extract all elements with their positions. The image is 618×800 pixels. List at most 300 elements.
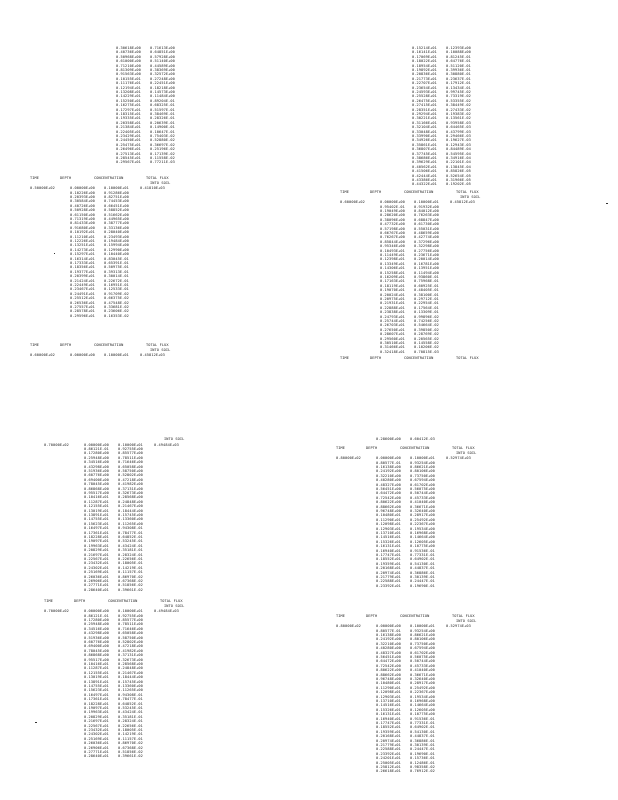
depth-value: 0.28578E+01 [70, 309, 95, 314]
depth-value: 0.24302E+01 [84, 565, 109, 570]
column-header: TIME [336, 446, 346, 450]
concentration-value: 0.86621E+00 [410, 633, 435, 637]
concentration-value: 0.58750E+00 [118, 635, 143, 640]
concentration-value: 0.47548E-02 [104, 300, 129, 305]
depth-value: 0.40280E+00 [376, 646, 401, 651]
depth-value: 0.20836E+01 [412, 72, 437, 77]
concentration-value: 0.51856E-02 [118, 583, 143, 588]
column-header: CONCENTRATION [94, 176, 124, 180]
concentration-value: 0.68325E-01 [150, 103, 175, 108]
concentration-value: 0.25492E+00 [410, 685, 435, 690]
concentration-value: 0.25492E+00 [410, 517, 435, 522]
depth-value: 0.27771E+01 [84, 583, 109, 588]
column-header: CONCENTRATION [404, 356, 434, 360]
concentration-value: 0.16968E+00 [410, 531, 435, 535]
depth-value: 0.15326E+01 [376, 539, 401, 544]
depth-value: 0.96748E+00 [376, 509, 401, 513]
concentration-value: 0.10088E+00 [446, 50, 471, 55]
concentration-value: 0.83045E-01 [104, 256, 129, 261]
time-value: 0.60000E+02 [340, 200, 365, 205]
depth-value: 0.12398E+01 [380, 257, 405, 262]
concentration-value: 0.41982E+00 [118, 648, 143, 653]
concentration-value: 0.23637E-01 [446, 76, 471, 81]
speck [35, 722, 37, 723]
depth-value: 0.20829E+01 [84, 548, 109, 553]
into-soil-label: INTO SOIL [150, 180, 171, 185]
concentration-value: 0.53245E-01 [118, 706, 143, 710]
concentration-value: 0.51856E-02 [118, 750, 143, 754]
depth-value: 0.48327E+00 [376, 650, 401, 655]
concentration-value: 0.98358E-02 [410, 765, 435, 769]
concentration-value: 0.14558E-02 [414, 341, 439, 345]
depth-value: 0.81433E+00 [70, 221, 95, 226]
depth-value: 0.25948E+00 [84, 455, 109, 460]
concentration-value: 0.50744E+00 [410, 491, 435, 496]
depth-value: 0.16314E+01 [70, 256, 95, 261]
depth-value: 0.21697E+01 [84, 552, 109, 557]
depth-value: 0.88662E+00 [376, 672, 401, 677]
concentration-value: 0.14573E+00 [150, 90, 175, 94]
concentration-value: 0.65058E+00 [118, 631, 143, 636]
concentration-value: 0.43424E-01 [118, 543, 143, 548]
column-header: TIME [30, 176, 40, 180]
concentration-value: 0.75968E-01 [414, 279, 439, 284]
depth-value: 0.14516E+01 [376, 703, 401, 708]
concentration-value: 0.71613E+00 [150, 46, 175, 50]
depth-value: 0.51936E+00 [84, 635, 109, 640]
first-row-value: 0.52974E+03 [446, 456, 471, 461]
concentration-value: 0.86970E-02 [118, 741, 143, 746]
depth-value: 0.17163E+01 [380, 279, 405, 284]
depth-value: 0.17361E+01 [84, 530, 109, 535]
into-soil-label: INTO SOIL [150, 347, 171, 352]
depth-value: 0.12194E+01 [116, 85, 141, 90]
concentration-value: 0.19534E+00 [410, 694, 435, 699]
concentration-value: 0.70815E-03 [414, 349, 439, 354]
depth-value: 0.21779E+01 [376, 743, 401, 747]
depth-value: 0.16141E+01 [412, 50, 437, 55]
concentration-value: 0.71646E+00 [118, 460, 143, 465]
concentration-value: 0.31966E-05 [446, 178, 471, 182]
concentration-value: 0.19383E-02 [446, 112, 471, 116]
concentration-value: 0.78477E-01 [118, 530, 143, 535]
concentration-value: 0.30014E-01 [104, 274, 129, 279]
concentration-value: 0.32640E+00 [410, 677, 435, 681]
depth-value: 0.10480E+01 [376, 681, 401, 686]
depth-value: 0.20024E+01 [380, 292, 405, 297]
concentration-value: 0.15745E+00 [118, 513, 143, 517]
concentration-value: 0.22101E-04 [446, 160, 471, 165]
depth-value: 0.16275E+01 [116, 103, 141, 108]
depth-value: 0.11449E+01 [380, 253, 405, 257]
concentration-value: 0.68847E+00 [414, 217, 439, 222]
depth-value: 0.19963E+01 [84, 543, 109, 548]
concentration-value: 0.12533E-01 [104, 287, 129, 292]
concentration-value: 0.24447E-01 [410, 747, 435, 752]
depth-value: 0.56451E+00 [376, 487, 401, 491]
depth-value: 0.20975E+01 [380, 297, 405, 301]
concentration-value: 0.38469E-01 [150, 112, 175, 116]
depth-value: 0.11176E+01 [116, 81, 141, 86]
depth-value: 0.78045E+00 [84, 648, 109, 653]
concentration-value: 0.45733E+00 [410, 495, 435, 500]
first-row-value: 0.00000E+00 [376, 624, 401, 629]
concentration-value: 0.78511E+00 [118, 622, 143, 627]
depth-value: 0.10416E+01 [84, 662, 109, 666]
into-soil-label: INTO SOIL [164, 603, 185, 608]
concentration-value: 0.20014E+00 [414, 257, 439, 262]
concentration-value: 0.73750E+00 [410, 473, 435, 478]
depth-value: 0.10480E+01 [376, 513, 401, 518]
concentration-value: 0.91709E-02 [104, 291, 129, 296]
depth-value: 0.27513E+01 [116, 151, 141, 156]
depth-value: 0.26906E+01 [84, 745, 109, 750]
depth-value: 0.22888E+01 [380, 305, 405, 310]
column-header: DEPTH [60, 176, 72, 180]
concentration-value: 0.76912E-02 [410, 769, 435, 774]
concentration-value: 0.43799E-03 [446, 129, 471, 134]
depth-value: 0.69400E+00 [84, 644, 109, 649]
depth-value: 0.15214E+01 [412, 46, 437, 50]
time-value: 0.70000E+02 [44, 442, 69, 447]
concentration-value: 0.36697E-02 [150, 142, 175, 147]
depth-value: 0.28351E+01 [412, 107, 437, 112]
depth-value: 0.17333E+01 [70, 261, 95, 265]
depth-value: 0.16940E+01 [376, 716, 401, 721]
depth-value: 0.39629E+01 [412, 160, 437, 165]
depth-value: 0.22449E+01 [70, 283, 95, 287]
depth-value: 0.40280E+00 [376, 478, 401, 483]
concentration-value: 0.51662E+00 [104, 212, 129, 217]
column-header: DEPTH [366, 614, 378, 618]
concentration-value: 0.66451E+00 [104, 203, 129, 208]
column-header: TIME [30, 343, 40, 347]
first-row-value: 0.45812E+03 [140, 353, 165, 358]
depth-value: 0.37745E+01 [412, 151, 437, 156]
depth-value: 0.33990E+01 [412, 134, 437, 138]
concentration-value: 0.35181E-01 [118, 714, 143, 719]
depth-value: 0.16138E+00 [376, 633, 401, 637]
depth-value: 0.19359E+01 [376, 729, 401, 734]
concentration-value: 0.58852E+00 [104, 208, 129, 213]
depth-value: 0.26475E+01 [412, 98, 437, 103]
depth-value: 0.64472E+00 [376, 659, 401, 664]
depth-value: 0.57198E+00 [380, 226, 405, 231]
concentration-value: 0.37131E+00 [118, 486, 143, 491]
concentration-value: 0.28917E+00 [410, 681, 435, 686]
first-row-value: 0.00000E+00 [376, 456, 401, 461]
depth-value: 0.23392E+01 [376, 751, 401, 756]
depth-value: 0.10493E+01 [380, 248, 405, 253]
concentration-value: 0.19690E-01 [410, 751, 435, 756]
depth-value: 0.25948E+00 [84, 622, 109, 627]
time-value: 0.80000E+02 [336, 456, 361, 461]
concentration-value: 0.33681E-02 [104, 305, 129, 309]
concentration-value: 0.50975E-01 [104, 265, 129, 270]
depth-value: 0.20358E+01 [116, 120, 141, 125]
concentration-value: 0.66375E-02 [104, 296, 129, 301]
depth-value: 0.23432E+01 [84, 728, 109, 732]
depth-value: 0.13891E+01 [84, 679, 109, 684]
concentration-value: 0.73750E+00 [410, 641, 435, 646]
into-soil-label: INTO SOIL [456, 618, 477, 623]
depth-value: 0.22567E+01 [84, 557, 109, 561]
depth-value: 0.22707E+01 [412, 81, 437, 86]
depth-value: 0.23654E+01 [412, 85, 437, 90]
depth-value: 0.17280E+00 [84, 451, 109, 456]
depth-value: 0.18356E+01 [70, 265, 95, 270]
column-header: TIME [340, 356, 350, 360]
concentration-value: 0.99896E-02 [414, 314, 439, 319]
concentration-value: 0.74256E-02 [414, 319, 439, 323]
concentration-value: 0.99745E-02 [446, 90, 471, 94]
concentration-value: 0.13561E-02 [446, 116, 471, 121]
depth-value: 0.19892E+01 [412, 68, 437, 72]
concentration-value: 0.56075E+00 [410, 655, 435, 659]
depth-value: 0.17747E+01 [376, 721, 401, 725]
first-row-value: 0.10000E+01 [410, 456, 435, 461]
depth-value: 0.24302E+01 [84, 732, 109, 737]
depth-value: 0.86121E-01 [84, 613, 109, 618]
concentration-value: 0.39661E-02 [118, 587, 143, 592]
depth-value: 0.26906E+01 [84, 579, 109, 583]
depth-value: 0.20393E+00 [70, 195, 95, 199]
concentration-value: 0.30139E-01 [410, 743, 435, 747]
column-header: TIME [44, 599, 54, 603]
concentration-value: 0.18005E-01 [118, 561, 143, 566]
concentration-value: 0.51140E+00 [150, 59, 175, 64]
concentration-value: 0.67594E+00 [410, 478, 435, 483]
depth-value: 0.18315E+01 [116, 112, 141, 116]
depth-value: 0.23429E+01 [116, 134, 141, 138]
depth-value: 0.16497E+01 [84, 526, 109, 531]
depth-value: 0.72542E+00 [376, 663, 401, 668]
concentration-value: 0.53245E-01 [118, 539, 143, 544]
depth-value: 0.29596E+01 [70, 313, 95, 318]
concentration-value: 0.86621E+00 [410, 465, 435, 469]
depth-value: 0.32210E+00 [376, 641, 401, 646]
depth-value: 0.22588E+01 [376, 579, 401, 584]
depth-value: 0.91680E+00 [70, 225, 95, 230]
depth-value: 0.19049E+00 [380, 209, 405, 213]
into-soil-label: INTO SOIL [460, 194, 481, 199]
concentration-value: 0.52880E-02 [150, 138, 175, 143]
depth-value: 0.17361E+01 [84, 697, 109, 702]
depth-value: 0.26618E+01 [376, 769, 401, 774]
concentration-value: 0.91932E+00 [414, 204, 439, 209]
depth-value: 0.17069E+01 [412, 54, 437, 59]
concentration-value: 0.64902E-01 [410, 725, 435, 730]
depth-value: 0.48327E+00 [376, 482, 401, 487]
depth-value: 0.11290E+01 [376, 517, 401, 522]
depth-value: 0.19335E+01 [116, 116, 141, 121]
first-row-value: 0.52974E+03 [446, 624, 471, 629]
first-row-value: 0.41810E+03 [140, 186, 165, 191]
depth-value: 0.28640E+01 [84, 754, 109, 759]
depth-value: 0.85844E+00 [380, 239, 405, 244]
column-header: DEPTH [74, 599, 86, 603]
depth-value: 0.91563E+00 [116, 72, 141, 77]
depth-value: 0.95402E-01 [380, 204, 405, 209]
concentration-value: 0.11157E-01 [118, 570, 143, 575]
concentration-value: 0.91286E+00 [104, 190, 129, 195]
first-row-value: 0.10000E+01 [118, 442, 143, 447]
concentration-value: 0.24848E+00 [118, 499, 143, 504]
into-soil-label: INTO SOIL [164, 437, 185, 441]
depth-value: 0.95346E+00 [380, 244, 405, 249]
depth-value: 0.27771E+01 [84, 750, 109, 754]
depth-value: 0.23467E+01 [70, 287, 95, 292]
depth-value: 0.40736E+00 [116, 50, 141, 55]
depth-value: 0.32104E+01 [412, 125, 437, 130]
depth-value: 0.12226E+01 [70, 239, 95, 243]
depth-value: 0.12155E+01 [84, 504, 109, 509]
concentration-value: 0.22656E-01 [118, 557, 143, 561]
depth-value: 0.22405E+01 [116, 129, 141, 134]
depth-value: 0.71319E+00 [70, 217, 95, 221]
concentration-value: 0.52802E+00 [118, 640, 143, 644]
depth-value: 0.13349E+01 [380, 261, 405, 266]
column-header: TOTAL FLUX [160, 599, 183, 603]
concentration-value: 0.41982E+00 [118, 482, 143, 487]
depth-value: 0.24450E+01 [116, 138, 141, 143]
concentration-value: 0.14664E+00 [410, 703, 435, 708]
concentration-value: 0.61702E+00 [410, 650, 435, 655]
concentration-value: 0.17139E-02 [150, 151, 175, 156]
pre-row-value: 0.60412E-03 [410, 437, 435, 441]
depth-value: 0.20399E+01 [70, 274, 95, 279]
concentration-value: 0.67368E-02 [118, 745, 143, 750]
concentration-value: 0.20565E-02 [414, 336, 439, 341]
concentration-value: 0.10775E+00 [410, 544, 435, 549]
depth-value: 0.11290E+01 [376, 685, 401, 690]
concentration-value: 0.85577E+00 [118, 618, 143, 622]
concentration-value: 0.36886E-01 [410, 738, 435, 743]
concentration-value: 0.43424E-01 [118, 710, 143, 715]
depth-value: 0.15250E+01 [116, 98, 141, 103]
concentration-value: 0.44965E+00 [104, 217, 129, 221]
concentration-value: 0.93254E+00 [410, 628, 435, 633]
depth-value: 0.66767E+00 [380, 231, 405, 235]
concentration-value: 0.47218E+00 [118, 644, 143, 649]
concentration-value: 0.81245E-01 [446, 54, 471, 59]
depth-value: 0.11210E+01 [70, 234, 95, 239]
column-header: DEPTH [370, 356, 382, 360]
depth-value: 0.16209E+01 [380, 275, 405, 279]
concentration-value: 0.16968E+00 [410, 699, 435, 703]
depth-value: 0.24201E+01 [376, 756, 401, 761]
concentration-value: 0.10206E-02 [414, 345, 439, 350]
depth-value: 0.26036E+01 [84, 574, 109, 579]
column-header: CONCENTRATION [94, 343, 124, 347]
concentration-value: 0.19484E+00 [104, 239, 129, 243]
concentration-value: 0.64776E-01 [446, 59, 471, 64]
concentration-value: 0.91536E-01 [410, 716, 435, 721]
concentration-value: 0.17912E-01 [446, 81, 471, 86]
depth-value: 0.20974E+01 [376, 570, 401, 575]
concentration-value: 0.75403E-02 [150, 134, 175, 138]
concentration-value: 0.18005E-01 [118, 728, 143, 732]
concentration-value: 0.16781E+00 [414, 261, 439, 266]
depth-value: 0.86868E+00 [84, 653, 109, 658]
concentration-value: 0.30139E-01 [410, 575, 435, 579]
concentration-value: 0.19690E-01 [410, 583, 435, 588]
depth-value: 0.31166E+01 [412, 120, 437, 125]
depth-value: 0.18119E+01 [380, 283, 405, 288]
concentration-value: 0.28568E+00 [118, 495, 143, 500]
time-value: 0.50000E+02 [30, 186, 55, 191]
depth-value: 0.34926E+01 [412, 138, 437, 143]
concentration-value: 0.61702E+00 [410, 482, 435, 487]
concentration-value: 0.24848E+00 [118, 666, 143, 671]
concentration-value: 0.28324E-01 [118, 719, 143, 724]
concentration-value: 0.80106E+00 [410, 469, 435, 474]
depth-value: 0.47732E+00 [380, 222, 405, 227]
concentration-value: 0.14219E-01 [118, 565, 143, 570]
depth-value: 0.69400E+00 [84, 477, 109, 482]
concentration-value: 0.11265E+00 [118, 688, 143, 693]
first-row-value: 0.10000E+01 [414, 200, 439, 205]
depth-value: 0.61000E+00 [116, 59, 141, 64]
concentration-value: 0.13434E-01 [446, 85, 471, 90]
depth-value: 0.21779E+01 [376, 575, 401, 579]
depth-value: 0.18228E+01 [84, 701, 109, 706]
depth-value: 0.11287E+01 [84, 499, 109, 504]
depth-value: 0.71210E+00 [116, 63, 141, 68]
concentration-value: 0.28326E-01 [150, 116, 175, 121]
depth-value: 0.21384E+01 [116, 125, 141, 130]
concentration-value: 0.13360E+00 [118, 517, 143, 522]
concentration-value: 0.77211E-03 [150, 160, 175, 165]
concentration-value: 0.38100E-01 [414, 292, 439, 297]
depth-value: 0.29560E+01 [380, 336, 405, 341]
depth-value: 0.20168E+01 [376, 566, 401, 571]
first-row-value: 0.10000E+01 [104, 186, 129, 191]
depth-value: 0.19377E+01 [70, 269, 95, 274]
depth-value: 0.96748E+00 [376, 677, 401, 681]
column-header: TOTAL FLUX [146, 343, 169, 347]
depth-value: 0.38096E+00 [380, 217, 405, 222]
depth-value: 0.16131E+01 [376, 544, 401, 549]
depth-value: 0.16497E+01 [84, 692, 109, 697]
depth-value: 0.10416E+01 [84, 495, 109, 500]
depth-value: 0.88662E+00 [376, 504, 401, 509]
column-header: DEPTH [60, 343, 72, 347]
concentration-value: 0.84489E-04 [446, 147, 471, 152]
concentration-value: 0.34916E-04 [446, 156, 471, 160]
depth-value: 0.30221E+01 [412, 116, 437, 121]
concentration-value: 0.64851E+00 [150, 50, 175, 55]
depth-value: 0.30618E+00 [116, 46, 141, 50]
concentration-value: 0.76263E+00 [414, 213, 439, 218]
depth-value: 0.27557E+01 [70, 305, 95, 309]
depth-value: 0.13891E+01 [84, 513, 109, 517]
depth-value: 0.38686E+01 [412, 156, 437, 160]
concentration-value: 0.38777E+00 [104, 221, 129, 226]
depth-value: 0.12098E+01 [376, 522, 401, 527]
column-header: TOTAL FLUX [452, 446, 475, 450]
concentration-value: 0.21467E+00 [118, 670, 143, 675]
depth-value: 0.50928E+00 [70, 208, 95, 213]
concentration-value: 0.37296E+00 [414, 239, 439, 244]
depth-value: 0.14273E+01 [70, 247, 95, 252]
depth-value: 0.61150E+00 [70, 212, 95, 217]
depth-value: 0.28640E+01 [84, 587, 109, 592]
column-header: CONCENTRATION [400, 614, 430, 618]
depth-value: 0.32418E+01 [380, 349, 405, 354]
depth-value: 0.26496E+01 [116, 147, 141, 152]
depth-value: 0.60776E+00 [84, 640, 109, 644]
